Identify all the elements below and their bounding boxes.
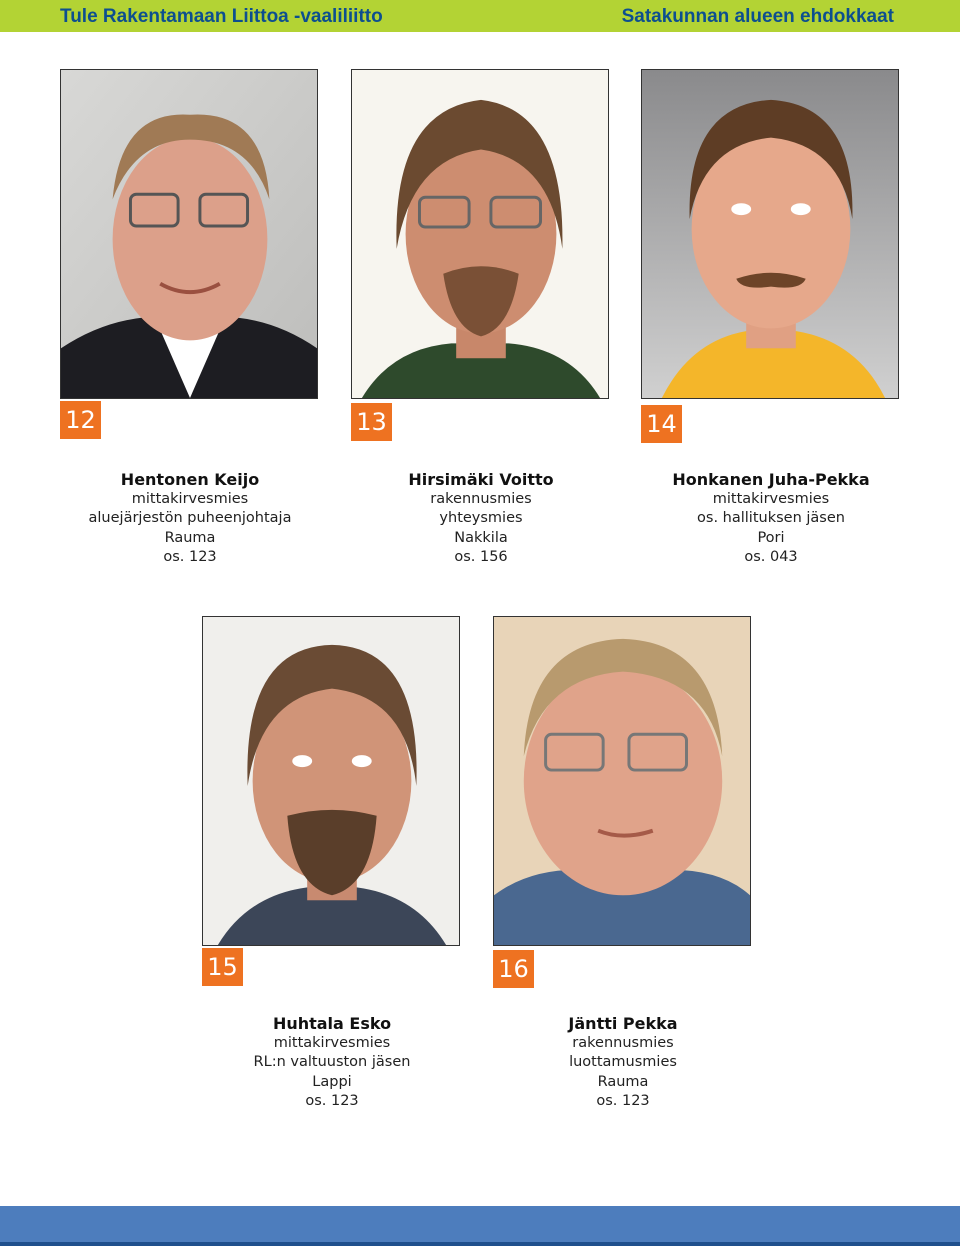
- candidate-number-badge: 15: [202, 948, 243, 986]
- header-left-title: Tule Rakentamaan Liittoa -vaaliliitto: [60, 6, 383, 27]
- candidate-branch: os. 123: [163, 549, 217, 565]
- candidate-name: Hentonen Keijo: [120, 470, 260, 489]
- candidate-info: [493, 1014, 753, 1112]
- candidate-role: aluejärjestön puheenjohtaja: [88, 510, 292, 526]
- candidate-role: yhteysmies: [439, 510, 523, 526]
- candidate-location: Lappi: [312, 1073, 352, 1090]
- candidate-branch: os. 043: [744, 549, 798, 565]
- candidate-name: Huhtala Esko: [272, 1014, 392, 1033]
- candidate-occupation: mittakirvesmies: [273, 1034, 391, 1051]
- candidate-number-badge: 16: [493, 950, 534, 988]
- candidate-photo: [351, 69, 609, 399]
- candidate-number-badge: 14: [641, 405, 682, 443]
- candidate-branch: os. 156: [454, 549, 508, 565]
- candidate-location: Rauma: [164, 529, 216, 546]
- candidate-info: [641, 470, 901, 568]
- candidate-number-badge: 13: [351, 403, 392, 441]
- footer-bar-edge: [0, 1242, 960, 1246]
- candidate-occupation: mittakirvesmies: [712, 490, 830, 507]
- candidate-name: Jäntti Pekka: [568, 1014, 678, 1033]
- header-right-title: Satakunnan alueen ehdokkaat: [621, 6, 894, 27]
- candidate-photo: [493, 616, 751, 946]
- candidate-occupation: rakennusmies: [430, 490, 532, 507]
- candidate-role: RL:n valtuuston jäsen: [253, 1054, 411, 1070]
- candidate-photo: [641, 69, 899, 399]
- candidate-name: Hirsimäki Voitto: [408, 470, 554, 489]
- candidate-branch: os. 123: [596, 1093, 650, 1109]
- candidate-info: [60, 470, 320, 568]
- header-bar: [0, 0, 960, 32]
- candidate-location: Rauma: [597, 1073, 649, 1090]
- candidate-info: [202, 1014, 462, 1112]
- candidate-info: [351, 470, 611, 568]
- candidate-photo: [202, 616, 460, 946]
- candidate-branch: os. 123: [305, 1093, 359, 1109]
- candidate-location: Nakkila: [454, 529, 508, 546]
- candidate-name: Honkanen Juha-Pekka: [672, 470, 870, 489]
- candidate-role: luottamusmies: [569, 1054, 677, 1070]
- candidate-number-badge: 12: [60, 401, 101, 439]
- candidate-occupation: rakennusmies: [572, 1034, 674, 1051]
- candidate-location: Pori: [757, 529, 785, 546]
- candidate-occupation: mittakirvesmies: [131, 490, 249, 507]
- footer-bar: [0, 1206, 960, 1246]
- candidate-role: os. hallituksen jäsen: [697, 510, 845, 526]
- candidate-photo: [60, 69, 318, 399]
